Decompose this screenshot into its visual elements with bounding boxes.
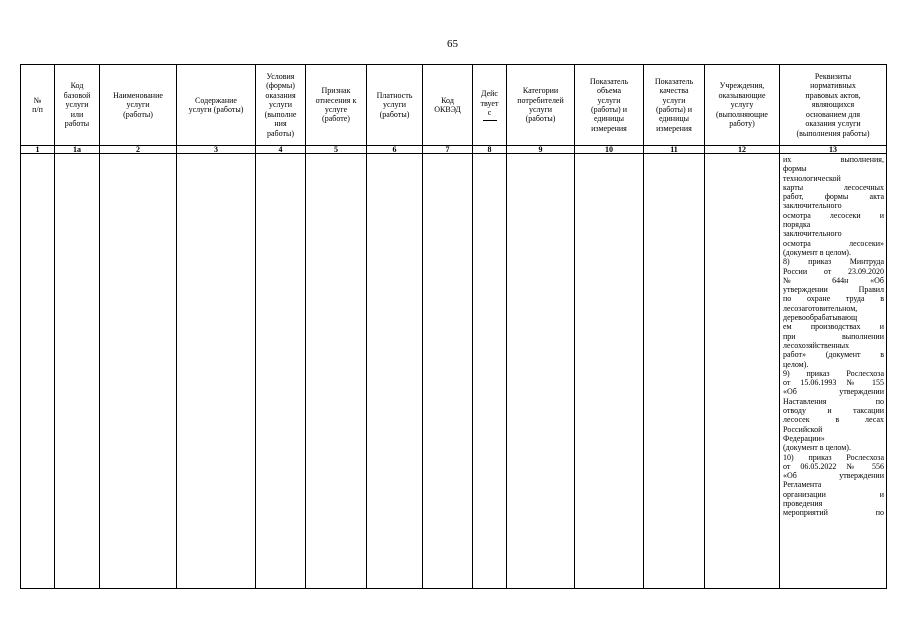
- header-line: измерения: [591, 123, 627, 133]
- legal-act-line: лесохозяйственных: [783, 340, 850, 350]
- header-line: нормативных: [810, 81, 856, 91]
- header-line: Содержание: [195, 95, 237, 105]
- table-row: [21, 154, 887, 589]
- header-line: Платность: [376, 90, 413, 100]
- services-registry-table: [20, 64, 887, 589]
- cell-3: [177, 154, 256, 589]
- header-line: (выполнения работы): [796, 128, 870, 138]
- cell-12: [705, 154, 780, 589]
- header-text: [644, 77, 704, 133]
- legal-act-line: работ» (документ в: [783, 350, 884, 360]
- header-cell-4: [256, 65, 306, 146]
- legal-acts-text: [780, 154, 886, 518]
- header-line: Условия: [266, 72, 295, 82]
- legal-act-line: их выполнения,: [783, 155, 884, 164]
- legal-act-line: заключительного: [783, 229, 842, 239]
- header-line: услуги: [528, 105, 553, 114]
- header-cell-11: [644, 65, 705, 146]
- cell-1: [21, 154, 55, 589]
- column-number: 9: [507, 146, 575, 154]
- header-line: Наименование: [113, 90, 163, 100]
- legal-act-line: Федерации»: [783, 433, 825, 443]
- cell-4: [256, 154, 306, 589]
- cell-6: [367, 154, 423, 589]
- header-line: работы: [64, 119, 90, 129]
- table-header-row: [21, 65, 887, 146]
- legal-act-line: от 15.06.1993 № 155: [783, 378, 884, 388]
- column-number: 10: [575, 146, 644, 154]
- header-text: [705, 81, 779, 128]
- header-cell-1: [21, 65, 55, 146]
- header-line: твует: [480, 98, 499, 108]
- cell-13-legal-acts: [780, 154, 887, 589]
- header-cell-8: [473, 65, 507, 146]
- header-line: услуги: [268, 100, 293, 110]
- header-cell-6: [367, 65, 423, 146]
- header-line: потребителей: [517, 95, 564, 105]
- header-line: Дейс: [481, 89, 498, 99]
- column-number: 5: [306, 146, 367, 154]
- column-number: 2: [100, 146, 177, 154]
- legal-act-line: Наставления по: [783, 396, 884, 406]
- cell-1a: [55, 154, 100, 589]
- legal-act-line: технологической: [783, 173, 841, 183]
- legal-act-line: 8) приказ Минтруда: [783, 257, 884, 267]
- legal-act-line: Регламента: [783, 480, 822, 490]
- header-line: оказания услуги: [805, 119, 861, 129]
- column-number: 6: [367, 146, 423, 154]
- header-cell-9: [507, 65, 575, 146]
- header-line: объема: [596, 86, 622, 96]
- header-line: с: [487, 108, 492, 118]
- header-line: единицы: [658, 114, 689, 124]
- legal-act-line: организации и: [783, 489, 884, 499]
- legal-act-line: России от 23.09.2020: [783, 266, 884, 276]
- header-line: услуги: [382, 100, 407, 110]
- header-cell-10: [575, 65, 644, 146]
- legal-act-line: при выполнении: [783, 331, 884, 341]
- header-line: оказывающие: [718, 90, 766, 100]
- header-text: [55, 81, 99, 128]
- cell-9: [507, 154, 575, 589]
- cell-2: [100, 154, 177, 589]
- header-line: работу): [729, 119, 755, 129]
- header-line: Код: [441, 95, 454, 105]
- header-line: услуги (работы): [188, 105, 244, 114]
- column-number: 8: [473, 146, 507, 154]
- header-line: услуги: [597, 95, 621, 105]
- header-text: [575, 77, 643, 133]
- header-line: (работе): [322, 114, 350, 124]
- header-line: Показатель: [654, 76, 694, 86]
- legal-act-line: заключительного: [783, 201, 842, 211]
- legal-act-line: по охране труда в: [783, 294, 884, 304]
- legal-act-line: (документ в целом).: [783, 247, 851, 257]
- header-line: (работы) и: [591, 105, 627, 114]
- header-cell-3: [177, 65, 256, 146]
- legal-act-line: «Об утверждении: [783, 471, 884, 481]
- header-line: услугу: [730, 100, 754, 110]
- header-line: услуге: [324, 105, 348, 114]
- legal-act-line: 10) приказ Рослесхоза: [783, 452, 884, 462]
- page-number: 65: [447, 38, 458, 50]
- cell-11: [644, 154, 705, 589]
- column-number: 11: [644, 146, 705, 154]
- header-line: Код: [70, 81, 84, 91]
- column-number: 7: [423, 146, 473, 154]
- header-line: единицы: [593, 114, 624, 124]
- header-cell-13: [780, 65, 887, 146]
- legal-act-line: лесозаготовительном,: [783, 303, 858, 313]
- header-line: Категории: [522, 86, 559, 96]
- header-text: [100, 91, 176, 119]
- header-cell-1a: [55, 65, 100, 146]
- column-number: 3: [177, 146, 256, 154]
- column-number: 1а: [55, 146, 100, 154]
- header-line: основанием для: [805, 109, 861, 119]
- header-line: услуги: [126, 100, 150, 110]
- header-line: являющихся: [811, 100, 855, 110]
- column-number: 1: [21, 146, 55, 154]
- legal-act-line: деревообрабатывающ: [783, 313, 858, 323]
- legal-act-line: осмотра лесосеки»: [783, 238, 884, 248]
- legal-act-line: 9) приказ Рослесхоза: [783, 368, 884, 378]
- header-text: [780, 72, 886, 138]
- legal-act-line: формы: [783, 164, 807, 174]
- header-line: (работы) и: [656, 105, 692, 114]
- header-line: измерения: [656, 123, 692, 133]
- header-line: ОКВЭД: [434, 105, 461, 114]
- legal-act-line: (документ в целом).: [783, 443, 851, 453]
- header-line: (работы): [123, 109, 153, 119]
- header-line: (работы): [525, 114, 556, 124]
- column-number: 4: [256, 146, 306, 154]
- header-text: [507, 86, 574, 124]
- header-text: [473, 89, 506, 117]
- header-cell-12: [705, 65, 780, 146]
- legal-act-line: «Об утверждении: [783, 387, 884, 397]
- header-line: базовой: [63, 90, 91, 100]
- legal-act-line: карты лесосечных: [783, 182, 884, 192]
- column-number: 12: [705, 146, 780, 154]
- legal-act-line: осмотра лесосеки и: [783, 210, 884, 220]
- cell-5: [306, 154, 367, 589]
- legal-act-line: ем производствах и: [783, 322, 884, 332]
- header-text: [306, 86, 366, 124]
- legal-act-line: отводу и таксации: [783, 406, 884, 416]
- header-text: [367, 91, 422, 119]
- header-text: [21, 96, 54, 115]
- header-line: оказания: [265, 90, 296, 100]
- legal-act-line: утверждении Правил: [783, 285, 884, 295]
- header-line: (выполне: [264, 109, 297, 119]
- cell-10: [575, 154, 644, 589]
- header-line: ния: [274, 119, 287, 129]
- header-line: п/п: [32, 105, 43, 114]
- header-line: качества: [659, 86, 689, 96]
- legal-act-line: работ, формы акта: [783, 192, 884, 202]
- header-line: или: [70, 109, 84, 119]
- legal-act-line: проведения: [783, 498, 823, 508]
- cell-8: [473, 154, 507, 589]
- legal-act-line: Российской: [783, 424, 823, 434]
- header-line: №: [33, 95, 42, 105]
- legal-act-line: лесосек в лесах: [783, 415, 884, 425]
- header-line: Учреждения,: [719, 81, 765, 91]
- legal-act-line: порядка: [783, 220, 811, 230]
- column-number-row: [21, 146, 887, 154]
- legal-act-line: целом).: [783, 359, 809, 369]
- header-line: (формы): [266, 81, 295, 91]
- underline-mark: [483, 120, 497, 121]
- header-line: Показатель: [589, 76, 629, 86]
- header-line: Признак: [321, 86, 351, 96]
- legal-act-line: от 06.05.2022 № 556: [783, 461, 884, 471]
- header-line: Реквизиты: [814, 72, 852, 82]
- legal-act-line: мероприятий по: [783, 508, 884, 518]
- header-cell-7: [423, 65, 473, 146]
- cell-7: [423, 154, 473, 589]
- legal-act-line: № 644н «Об: [783, 275, 884, 285]
- header-line: правовых актов,: [805, 90, 861, 100]
- header-line: отнесения к: [315, 95, 357, 105]
- header-line: работы): [266, 128, 295, 138]
- header-line: услуги: [65, 100, 89, 110]
- header-cell-5: [306, 65, 367, 146]
- header-text: [256, 72, 305, 138]
- header-line: (выполняющие: [716, 109, 768, 119]
- header-text: [423, 96, 472, 115]
- header-cell-2: [100, 65, 177, 146]
- header-line: (работы): [379, 109, 410, 119]
- header-line: услуги: [662, 95, 686, 105]
- header-text: [177, 96, 255, 115]
- column-number: 13: [780, 146, 887, 154]
